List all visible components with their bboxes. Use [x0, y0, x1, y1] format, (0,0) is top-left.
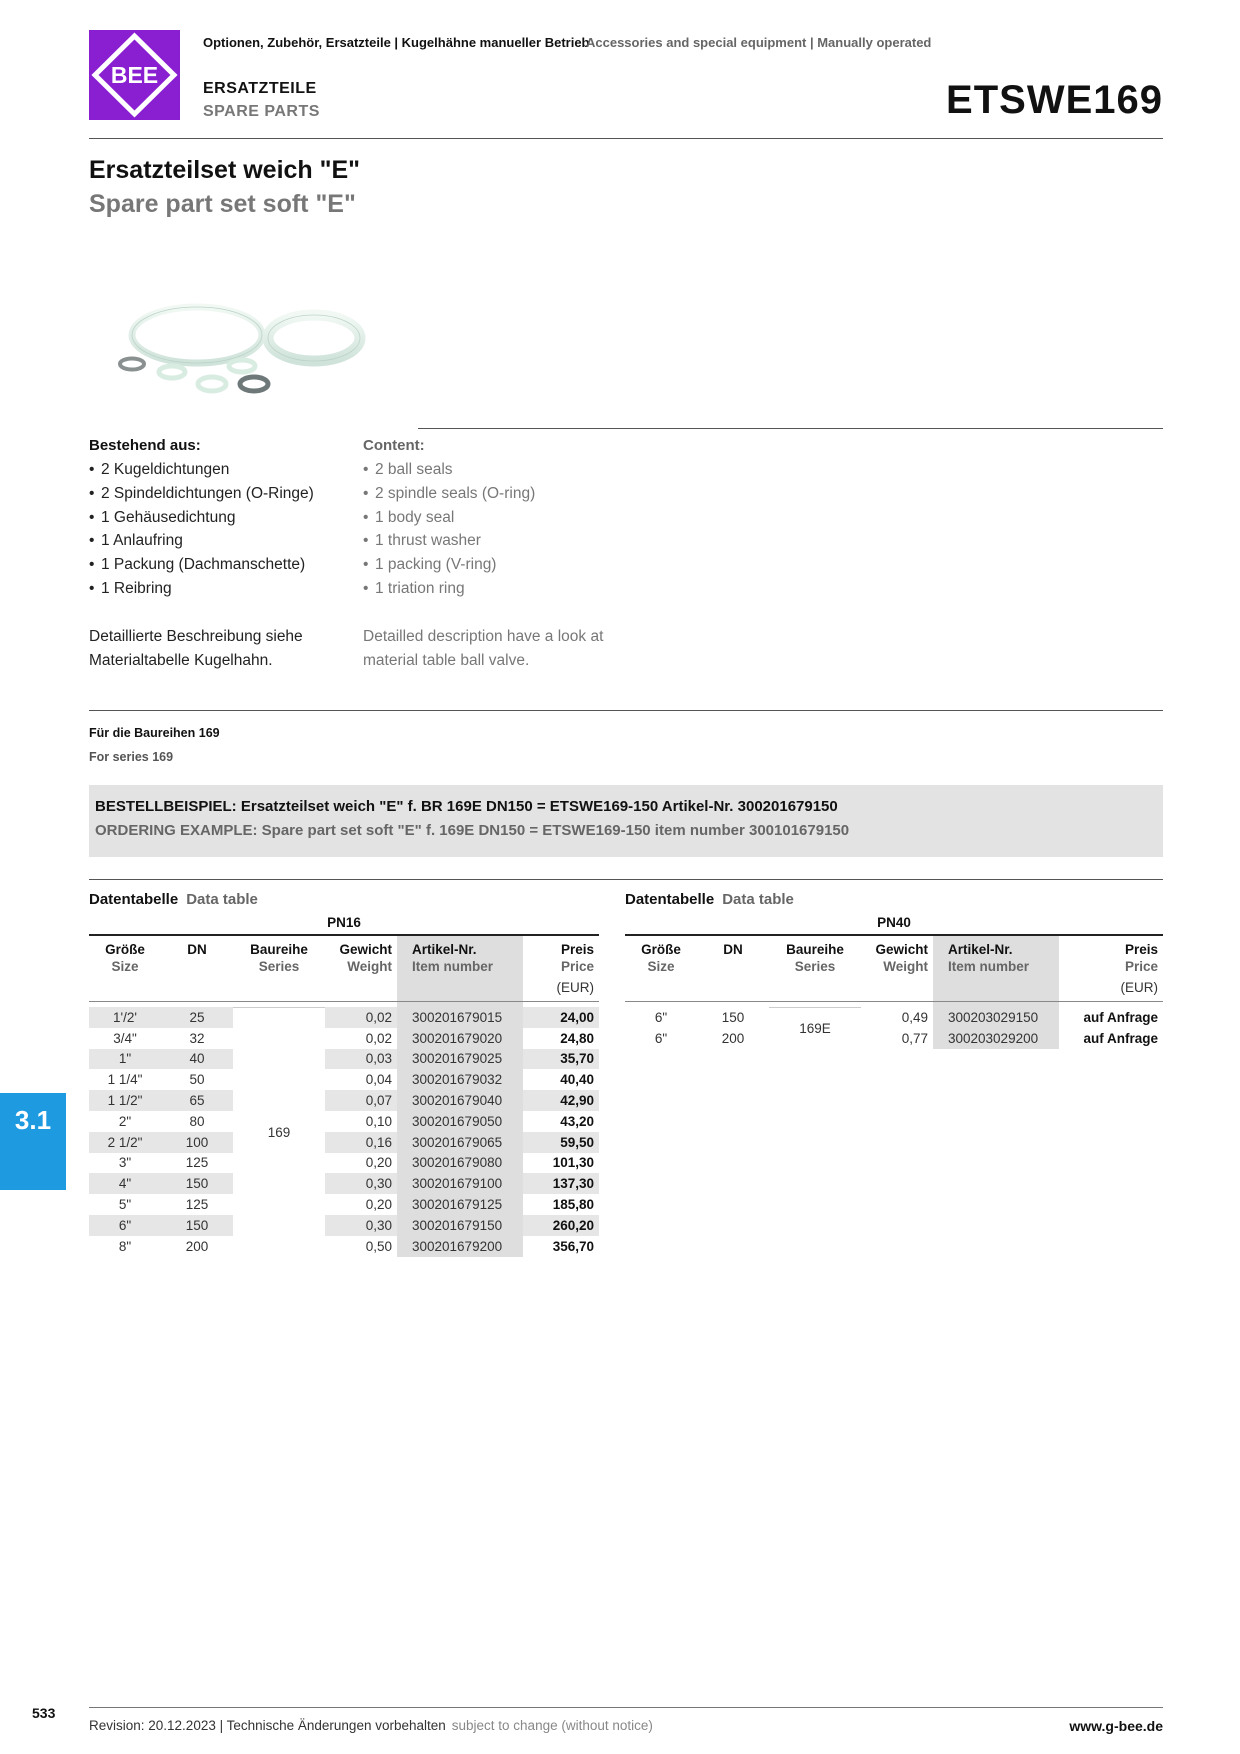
col-series-en: Series — [794, 959, 836, 974]
col-series-de: Baureihe — [250, 942, 308, 957]
col-size — [89, 935, 161, 975]
col-dn — [161, 935, 233, 975]
table-row — [89, 1236, 599, 1257]
table-row — [89, 1007, 599, 1028]
col-weight-en: Weight — [347, 959, 392, 974]
contents-list-en — [363, 458, 535, 601]
table-cell: 24,80 — [560, 1030, 594, 1046]
table-cell: 300201679020 — [397, 1028, 523, 1049]
table-cell: 300201679200 — [397, 1236, 523, 1257]
col-size-de: Größe — [641, 942, 681, 957]
table-cell: 65 — [161, 1090, 233, 1111]
table-cell: 300203029200 — [933, 1028, 1059, 1049]
table-cell — [697, 975, 769, 1001]
header-category-en: Accessories and special equipment | Manually operated — [586, 35, 932, 50]
col-article-en: Item number — [412, 959, 494, 974]
description-en-line: material table ball valve. — [363, 651, 530, 669]
currency-label: (EUR) — [1120, 980, 1158, 996]
table-section-divider — [89, 879, 1163, 880]
bee-logo — [89, 30, 180, 120]
table-cell: 3" — [118, 1155, 132, 1171]
table-cell: 0,50 — [365, 1238, 392, 1254]
table-cell: 0,04 — [365, 1072, 392, 1088]
table-unit-row — [625, 975, 1163, 1001]
table-cell: 100 — [161, 1132, 233, 1153]
table-cell: auf Anfrage — [1083, 1009, 1158, 1025]
col-article-de: Artikel-Nr. — [948, 942, 1013, 957]
col-price-en: Price — [1124, 959, 1158, 974]
table-cell: 300201679015 — [397, 1007, 523, 1028]
contents-label-en: Content: — [363, 437, 425, 454]
ordering-example-de: BESTELLBEISPIEL: Ersatzteilset weich "E" f. BR 169E DN150 = ETSWE169-150 Artikel-Nr. 300201679150 — [95, 798, 838, 815]
table-cell: 0,49 — [901, 1009, 928, 1025]
table-cell: 300201679065 — [397, 1132, 523, 1153]
table-cell: 1 1/4" — [107, 1072, 143, 1088]
table-cell: 150 — [161, 1215, 233, 1236]
series-cell: 169E — [769, 1007, 861, 1049]
table-cell: 0,16 — [325, 1132, 397, 1153]
table-cell: 300201679125 — [397, 1194, 523, 1215]
col-weight-en: Weight — [883, 959, 928, 974]
datatable-title-de: Datentabelle — [89, 891, 179, 908]
ordering-example-en: ORDERING EXAMPLE: Spare part set soft "E" f. 169E DN150 = ETSWE169-150 item number 300101679150 — [95, 822, 850, 839]
list-item: • 1 Reibring — [89, 577, 314, 601]
table-cell: 300201679150 — [397, 1215, 523, 1236]
table-row — [89, 1090, 599, 1111]
table-cell: 40,40 — [560, 1072, 594, 1088]
section-label-en: SPARE PARTS — [203, 103, 320, 120]
ordering-example-box — [89, 785, 1163, 857]
table-row — [89, 1132, 599, 1153]
col-article-de: Artikel-Nr. — [412, 942, 477, 957]
table-cell: 3/4" — [113, 1030, 137, 1046]
col-series-en: Series — [258, 959, 300, 974]
description-de-line: Detaillierte Beschreibung siehe — [89, 628, 303, 645]
table-cell: 0,02 — [325, 1007, 397, 1028]
website-link[interactable]: www.g-bee.de — [1069, 1718, 1163, 1734]
list-item: • 2 Kugeldichtungen — [89, 458, 314, 482]
datatable-title-en: Data table — [186, 891, 258, 908]
page-number: 533 — [32, 1705, 56, 1721]
table-cell: 32 — [189, 1030, 205, 1046]
table-cell: 1'/2' — [89, 1007, 161, 1028]
table-cell: 0,30 — [325, 1215, 397, 1236]
col-size-en: Size — [111, 959, 139, 974]
col-weight — [325, 935, 397, 975]
section-label-de: ERSATZTEILE — [203, 80, 317, 97]
col-size-de: Größe — [105, 942, 145, 957]
list-item: • 1 body seal — [363, 506, 535, 530]
description-de-line: Materialtabelle Kugelhahn. — [89, 651, 273, 669]
header-divider — [89, 138, 1163, 139]
datatable-title-pn40 — [625, 891, 794, 908]
pressure-class-label: PN16 — [327, 915, 361, 930]
table-cell — [933, 975, 1059, 1001]
table-cell: 300201679032 — [397, 1069, 523, 1090]
col-price — [1059, 935, 1163, 975]
table-cell: 2 1/2" — [89, 1132, 161, 1153]
currency-label: (EUR) — [556, 980, 594, 996]
table-cell: 0,02 — [365, 1030, 392, 1046]
table-cell: 43,20 — [560, 1113, 594, 1129]
table-cell: 185,80 — [552, 1197, 594, 1213]
col-price-de: Preis — [560, 942, 594, 957]
table-row — [89, 1173, 599, 1194]
table-cell — [861, 975, 933, 1001]
page-title-en: Spare part set soft "E" — [89, 190, 356, 218]
table-cell: 1" — [89, 1049, 161, 1070]
table-cell: 6" — [89, 1215, 161, 1236]
description-en — [363, 625, 603, 673]
col-price-de: Preis — [1124, 942, 1158, 957]
table-cell: 300201679025 — [397, 1049, 523, 1070]
footer-divider — [89, 1707, 1163, 1708]
col-series-de: Baureihe — [786, 942, 844, 957]
seal-set-image — [112, 300, 372, 410]
table-cell — [325, 975, 397, 1001]
list-item: • 1 Packung (Dachmanschette) — [89, 553, 314, 577]
table-row — [89, 1153, 599, 1174]
table-cell: 24,00 — [523, 1007, 599, 1028]
list-item: • 2 Spindeldichtungen (O-Ringe) — [89, 482, 314, 506]
table-row — [89, 1111, 599, 1132]
product-code: ETSWE169 — [946, 78, 1163, 122]
table-cell: 260,20 — [523, 1215, 599, 1236]
table-cell: 0,77 — [901, 1030, 928, 1046]
table-cell: 1 1/2" — [89, 1090, 161, 1111]
series-note-en: For series 169 — [89, 750, 174, 764]
col-dn-label: DN — [187, 942, 207, 957]
data-table-pn40 — [625, 934, 1163, 1049]
col-dn-label: DN — [723, 942, 743, 957]
description-de — [89, 625, 303, 673]
table-row — [89, 1069, 599, 1090]
list-item: • 1 thrust washer — [363, 529, 535, 553]
table-row — [89, 1049, 599, 1070]
content-divider — [418, 428, 1163, 429]
table-cell: 300201679100 — [397, 1173, 523, 1194]
table-cell: 4" — [89, 1173, 161, 1194]
data-table-pn16 — [89, 934, 599, 1257]
table-cell: 6" — [654, 1009, 668, 1025]
chapter-tab: 3.1 — [0, 1093, 66, 1190]
table-cell: 35,70 — [523, 1049, 599, 1070]
col-weight-de: Gewicht — [339, 942, 392, 957]
datatable-title-en: Data table — [722, 891, 794, 908]
table-cell: 300201679080 — [397, 1153, 523, 1174]
revision-note — [89, 1718, 653, 1733]
revision-en: subject to change (without notice) — [451, 1718, 653, 1733]
col-weight — [861, 935, 933, 975]
table-header-row — [89, 935, 599, 975]
series-cell: 169 — [233, 1007, 325, 1257]
table-cell: 50 — [189, 1072, 205, 1088]
table-cell: 125 — [185, 1155, 209, 1171]
table-cell: 137,30 — [523, 1173, 599, 1194]
table-cell: 2" — [118, 1113, 132, 1129]
list-item: • 2 spindle seals (O-ring) — [363, 482, 535, 506]
logo-text: BEE — [110, 62, 159, 88]
table-cell: 80 — [189, 1113, 205, 1129]
table-row — [89, 1194, 599, 1215]
col-weight-de: Gewicht — [875, 942, 928, 957]
col-size — [625, 935, 697, 975]
col-article — [397, 935, 523, 975]
table-cell: 125 — [185, 1197, 209, 1213]
page-title-de: Ersatzteilset weich "E" — [89, 156, 361, 184]
table-cell — [397, 975, 523, 1001]
table-cell — [625, 975, 697, 1001]
table-cell: 0,10 — [365, 1113, 392, 1129]
table-cell: 356,70 — [552, 1238, 594, 1254]
col-dn — [697, 935, 769, 975]
section-divider — [89, 710, 1163, 711]
table-cell: 0,03 — [325, 1049, 397, 1070]
list-item: • 1 Gehäusedichtung — [89, 506, 314, 530]
table-cell: 6" — [654, 1030, 668, 1046]
col-price — [523, 935, 599, 975]
table-cell: 8" — [118, 1238, 132, 1254]
table-cell: 150 — [721, 1009, 745, 1025]
contents-list-de — [89, 458, 314, 601]
table-cell: 40 — [161, 1049, 233, 1070]
table-cell — [89, 975, 161, 1001]
table-cell: 300201679040 — [397, 1090, 523, 1111]
table-cell — [769, 975, 861, 1001]
col-size-en: Size — [647, 959, 675, 974]
table-cell: 0,30 — [325, 1173, 397, 1194]
table-row — [89, 1215, 599, 1236]
description-en-line: Detailled description have a look at — [363, 628, 604, 645]
table-cell: 0,07 — [325, 1090, 397, 1111]
datatable-title-de: Datentabelle — [625, 891, 715, 908]
list-item: • 1 triation ring — [363, 577, 535, 601]
list-item: • 1 Anlaufring — [89, 529, 314, 553]
datatable-title-pn16 — [89, 891, 258, 908]
table-cell: 25 — [161, 1007, 233, 1028]
table-row — [625, 1028, 1163, 1049]
table-cell: 300201679050 — [397, 1111, 523, 1132]
list-item: • 1 packing (V-ring) — [363, 553, 535, 577]
contents-label-de: Bestehend aus: — [89, 437, 201, 454]
table-cell: 101,30 — [552, 1155, 594, 1171]
col-article — [933, 935, 1059, 975]
table-cell: 200 — [185, 1238, 209, 1254]
header-category-de: Optionen, Zubehör, Ersatzteile | Kugelhähne manueller Betrieb — [203, 35, 590, 50]
table-cell: 59,50 — [523, 1132, 599, 1153]
table-cell: auf Anfrage — [1083, 1030, 1158, 1046]
table-header-row — [625, 935, 1163, 975]
list-item: • 2 ball seals — [363, 458, 535, 482]
table-cell: 5" — [118, 1197, 132, 1213]
col-series — [233, 935, 325, 975]
table-cell: 150 — [161, 1173, 233, 1194]
col-series — [769, 935, 861, 975]
series-note-de: Für die Baureihen 169 — [89, 726, 220, 740]
col-price-en: Price — [560, 959, 594, 974]
table-cell: 42,90 — [523, 1090, 599, 1111]
table-cell: 300203029150 — [933, 1007, 1059, 1028]
table-cell: 0,20 — [365, 1155, 392, 1171]
table-unit-row — [89, 975, 599, 1001]
revision-de: Revision: 20.12.2023 | Technische Änderungen vorbehalten — [89, 1718, 446, 1733]
table-row — [89, 1028, 599, 1049]
col-article-en: Item number — [948, 959, 1030, 974]
table-cell: 200 — [721, 1030, 745, 1046]
table-cell: 0,20 — [365, 1197, 392, 1213]
pressure-class-label: PN40 — [877, 915, 911, 930]
table-cell — [233, 975, 325, 1001]
table-cell — [161, 975, 233, 1001]
table-row — [625, 1007, 1163, 1028]
